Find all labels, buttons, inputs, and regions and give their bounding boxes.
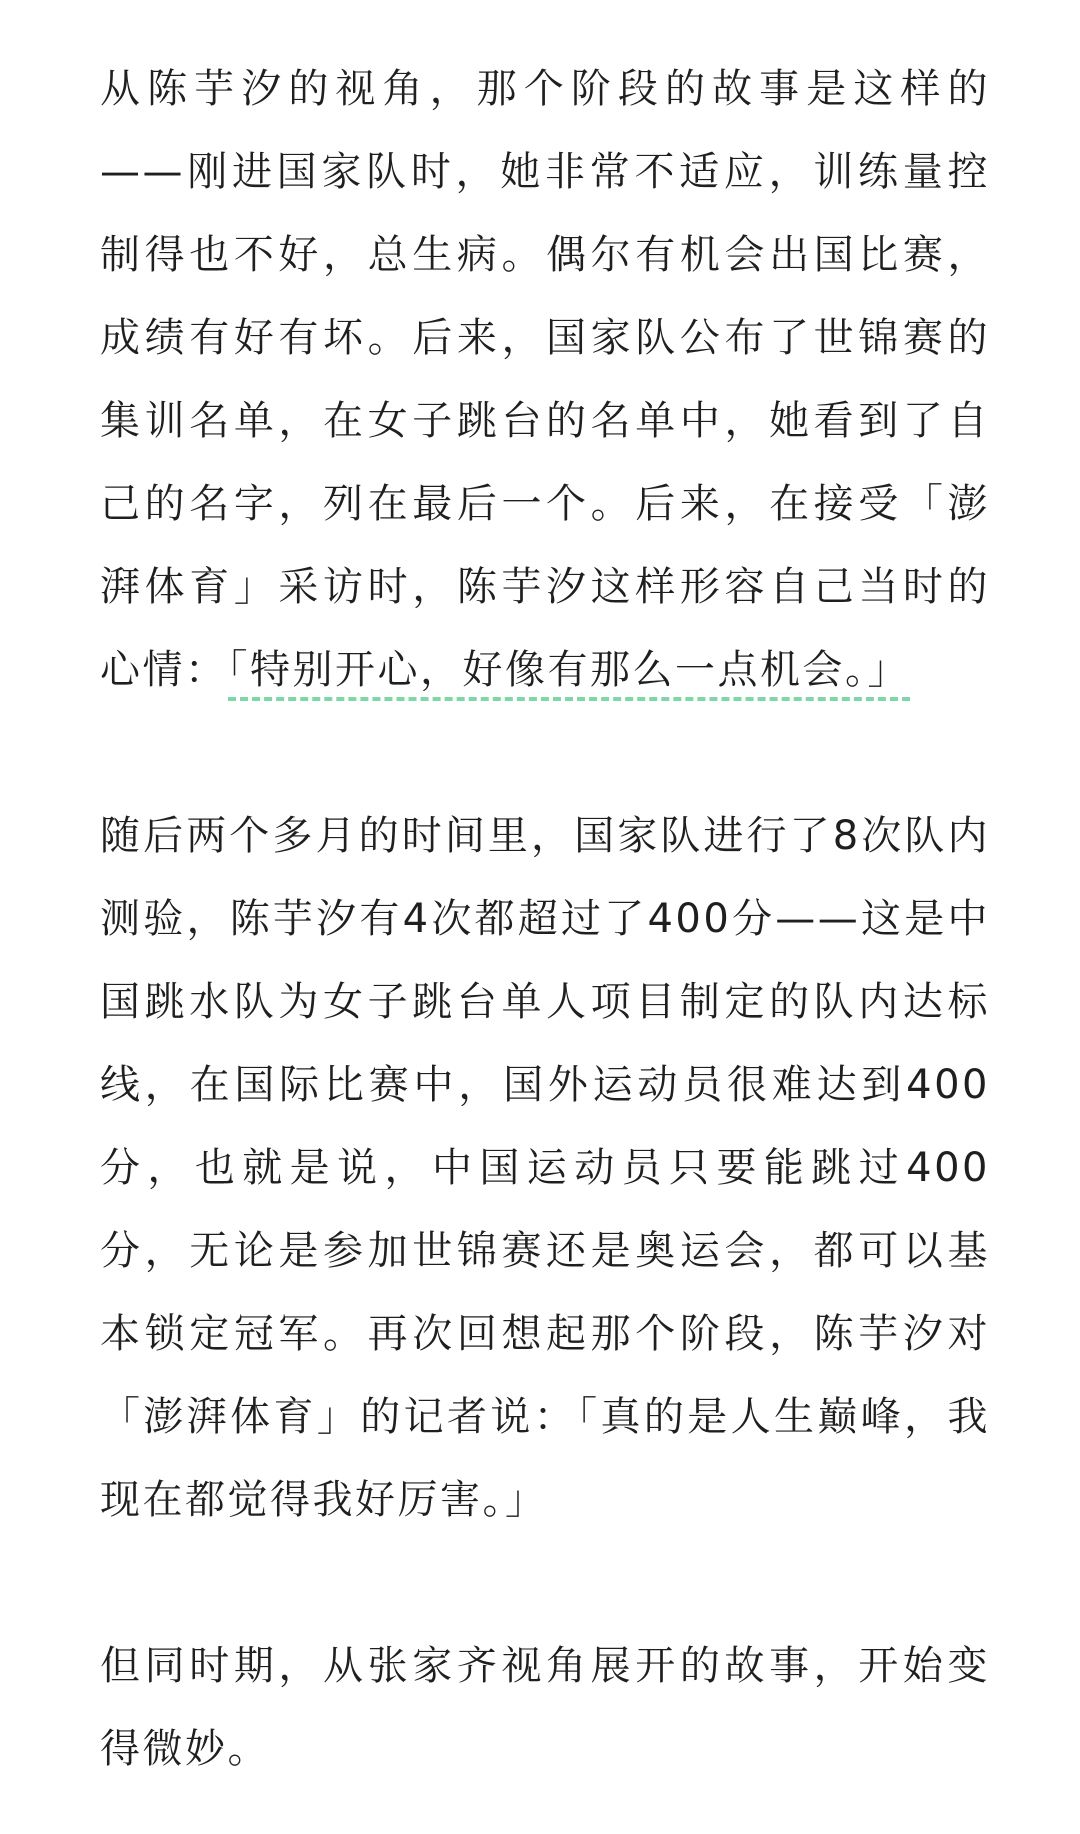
highlighted-quote-link[interactable]: 「特别开心，好像有那么一点机会。」	[228, 647, 911, 701]
article-body	[100, 48, 990, 1791]
paragraph-3: 但同时期，从张家齐视角展开的故事，开始变得微妙。	[100, 1643, 990, 1772]
paragraph-1	[100, 48, 990, 712]
paragraph-1-text: 从陈芋汐的视角，那个阶段的故事是这样的——刚进国家队时，她非常不适应，训练量控制得也不好，总生病。偶尔有机会出国比赛，成绩有好有坏。后来，国家队公布了世锦赛的集训名单，在女子跳台的名单中，她看到了自己的名字，列在最后一个。后来，在接受「澎湃体育」采访时，陈芋汐这样形容自己当时的心情：	[100, 66, 990, 693]
paragraph-2: 随后两个多月的时间里，国家队进行了8次队内测验，陈芋汐有4次都超过了400分——这是中国跳水队为女子跳台单人项目制定的队内达标线，在国际比赛中，国外运动员很难达到400分，也就是说，中国运动员只要能跳过400分，无论是参加世锦赛还是奥运会，都可以基本锁定冠军。再次回想起那个阶段，陈芋汐对「澎湃体育」的记者说：「真的是人生巅峰，我现在都觉得我好厉害。」	[100, 813, 990, 1523]
